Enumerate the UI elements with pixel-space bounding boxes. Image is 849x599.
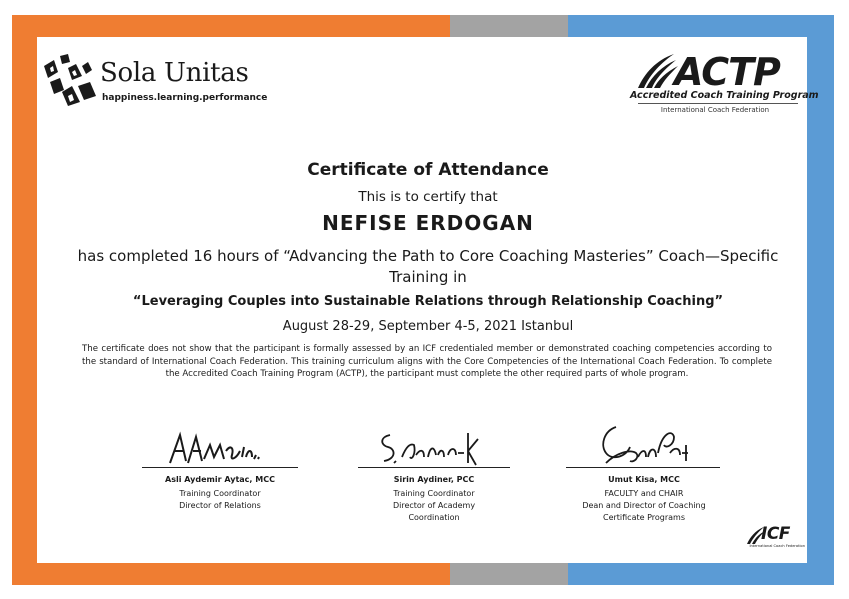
signature-1-line <box>142 467 298 468</box>
actp-subtitle: Accredited Coach Training Program <box>630 90 819 101</box>
sola-unitas-logo <box>42 52 268 108</box>
actp-wordmark: ACTP <box>674 50 780 94</box>
signatory-1-role-2: Director of Relations <box>179 501 261 510</box>
completion-statement: has completed 16 hours of “Advancing the Path to Core Coaching Masteries” Coach—Specific Training in <box>77 247 779 286</box>
signatory-2-role-1: Training Coordinator <box>393 489 475 498</box>
training-dates: August 28-29, September 4-5, 2021 Istanbul <box>282 319 574 334</box>
signatory-2-name: Sirin Aydiner, PCC <box>393 475 475 484</box>
certificate-disclaimer: The certificate does not show that the participant is formally assessed by an ICF credentialed member or demonstrated coaching competencies according to the standard of International Coach Federation. This training curriculum aligns with the Core Competencies of the International Coach Federation. To complete the Accredited Coach Training Program (ACTP), the participant must complete the other required parts of whole program. <box>82 344 772 379</box>
sola-unitas-name: Sola Unitas <box>100 58 249 88</box>
recipient-name: NEFISE ERDOGAN <box>322 211 534 235</box>
sola-unitas-logo-icon <box>42 52 100 108</box>
signature-2-image <box>376 427 486 469</box>
signatory-2-role-2: Director of Academy <box>392 501 476 510</box>
icf-wordmark: ICF <box>761 524 790 544</box>
certificate-title: Certificate of Attendance <box>307 160 549 180</box>
program-title: “Leveraging Couples into Sustainable Relations through Relationship Coaching” <box>132 294 724 309</box>
icf-caption: International Coach Federation <box>749 544 805 548</box>
certificate-intro: This is to certify that <box>358 189 498 205</box>
sola-unitas-tagline: happiness.learning.performance <box>102 93 268 103</box>
signatory-1-role-1: Training Coordinator <box>179 489 261 498</box>
actp-divider <box>638 103 798 104</box>
actp-logo <box>630 50 819 118</box>
signatory-1-name: Asli Aydemir Aytac, MCC <box>165 475 275 484</box>
signatory-2-role-3: Coordination <box>408 513 460 522</box>
icf-logo <box>745 524 805 554</box>
signatory-3-name: Umut Kisa, MCC <box>608 475 680 484</box>
signatory-3-role-1: FACULTY and CHAIR <box>604 489 684 498</box>
signatory-3-role-3: Certificate Programs <box>602 513 686 522</box>
signature-1-image <box>166 429 266 469</box>
signatory-3-role-2: Dean and Director of Coaching <box>582 501 706 510</box>
signature-3-line <box>566 467 720 468</box>
signature-3-image <box>586 423 696 469</box>
actp-organization: International Coach Federation <box>660 106 770 114</box>
signature-2-line <box>358 467 510 468</box>
